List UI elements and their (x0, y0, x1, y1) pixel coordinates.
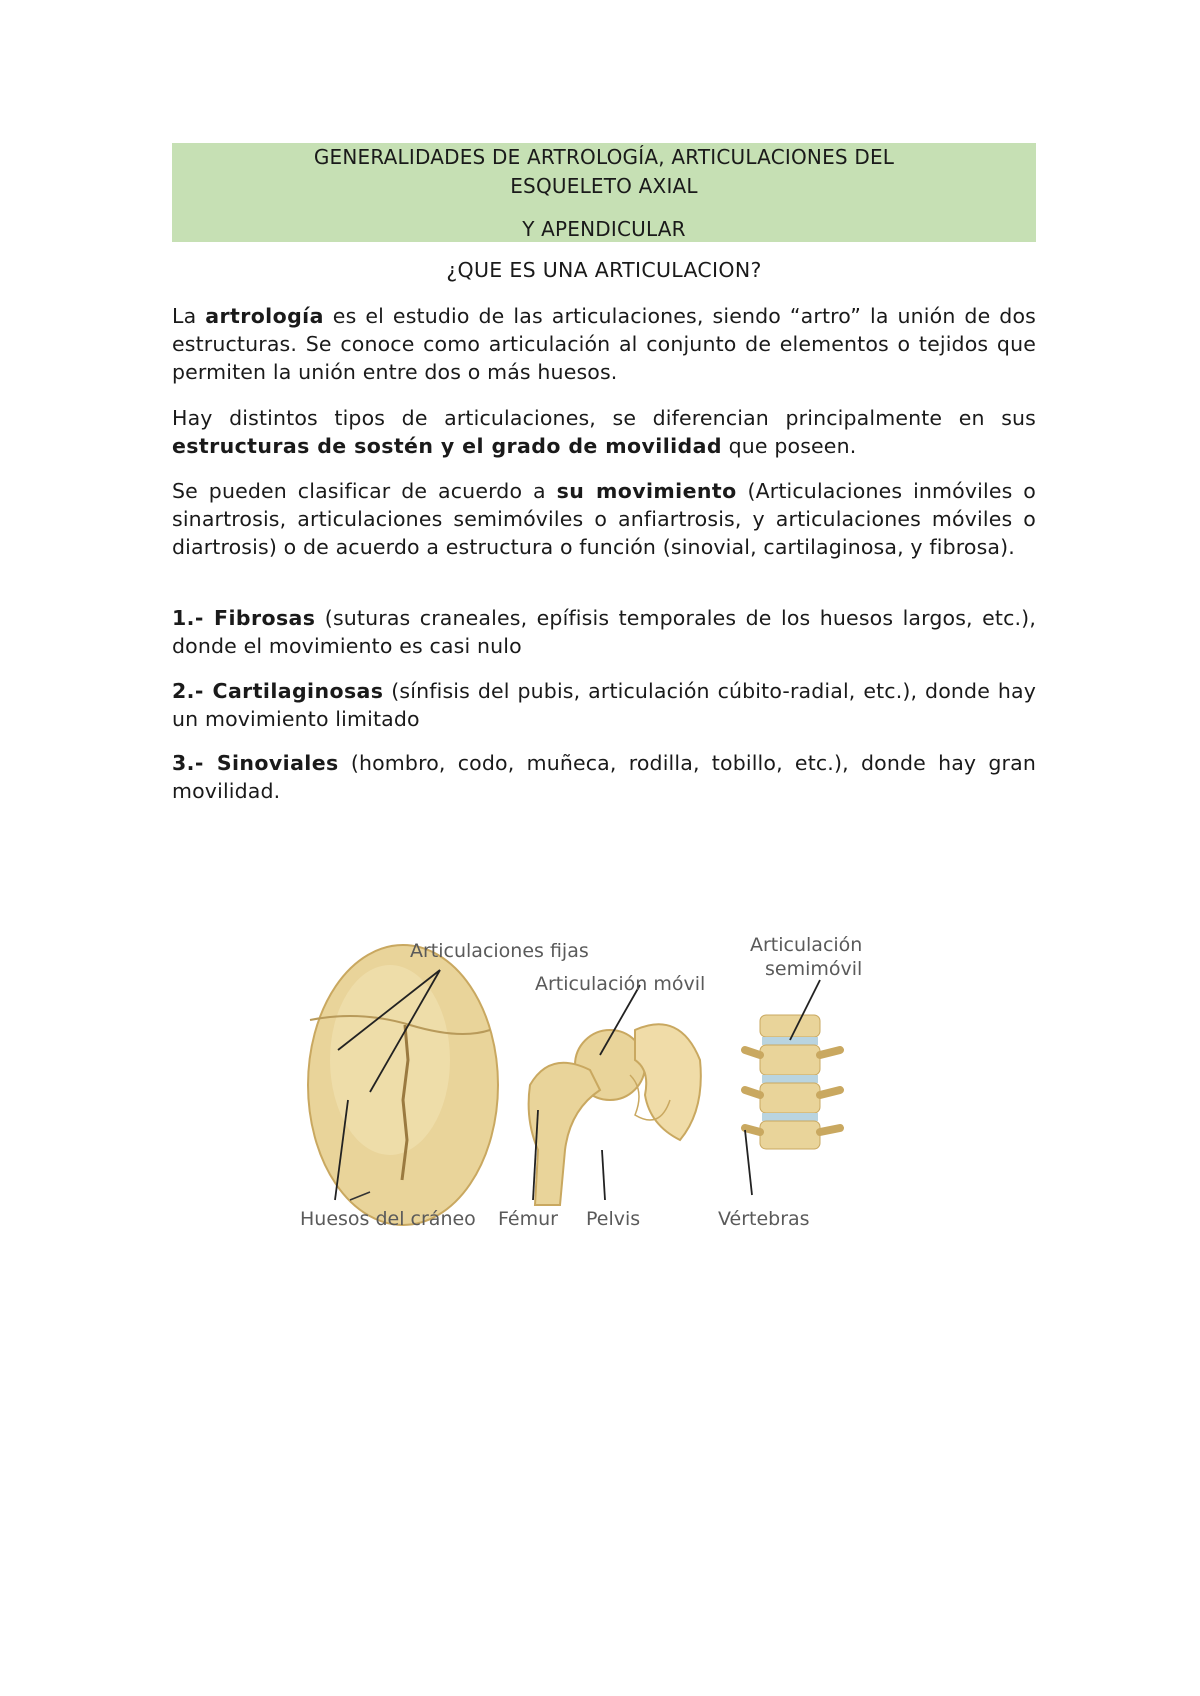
section-heading: ¿QUE ES UNA ARTICULACION? (446, 258, 762, 282)
paragraph-sinoviales: 3.- Sinoviales (hombro, codo, muñeca, rodilla, tobillo, etc.), donde hay gran movilidad. (172, 751, 1036, 803)
label-femur: Fémur (498, 1208, 558, 1230)
paragraph-cartilaginosas: 2.- Cartilaginosas (sínfisis del pubis, articulación cúbito-radial, etc.), donde hay un movimiento limitado (172, 679, 1036, 731)
paragraph-definition: La artrología es el estudio de las articulaciones, siendo “artro” la unión de dos estructuras. Se conoce como articulación al conjunto de elementos o tejidos que permiten la unión entre dos o más huesos. (172, 304, 1036, 384)
label-articulacion-semimovil-line2: semimóvil (765, 958, 863, 980)
label-pelvis: Pelvis (586, 1208, 641, 1230)
label-huesos-del-craneo: Huesos del cráneo (300, 1208, 476, 1230)
paragraph-types: Hay distintos tipos de articulaciones, se diferencian principalmente en sus estructuras de sostén y el grado de movilidad que poseen. (172, 406, 1036, 458)
joints-illustration (300, 900, 940, 1240)
hip-illustration (529, 1024, 701, 1205)
title-line-2: ESQUELETO AXIAL (510, 174, 698, 198)
joints-figure (300, 900, 940, 1240)
label-vertebras: Vértebras (718, 1208, 810, 1230)
label-articulaciones-fijas: Articulaciones fijas (410, 940, 589, 962)
label-articulacion-semimovil-line1: Articulación (750, 934, 863, 956)
title-line-1: GENERALIDADES DE ARTROLOGÍA, ARTICULACIONES DEL (313, 145, 895, 169)
paragraph-fibrosas: 1.- Fibrosas (suturas craneales, epífisis temporales de los huesos largos, etc.), donde el movimiento es casi nulo (172, 606, 1036, 658)
paragraph-classification: Se pueden clasificar de acuerdo a su movimiento (Articulaciones inmóviles o sinartrosis, articulaciones semimóviles o anfiartrosis, y articulaciones móviles o diartrosis) o de acuerdo a estructura o función (sinovial, cartilaginosa, y fibrosa). (172, 479, 1036, 559)
title-line-3: Y APENDICULAR (522, 217, 686, 241)
label-articulacion-movil: Articulación móvil (535, 973, 706, 995)
